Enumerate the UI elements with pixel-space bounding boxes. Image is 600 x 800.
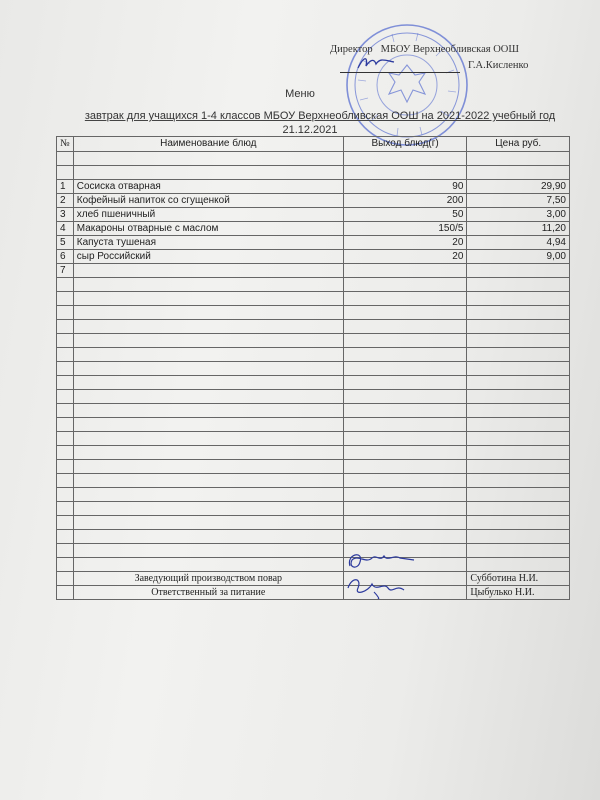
table-row-blank	[57, 404, 570, 418]
table-row	[57, 250, 570, 264]
director-label: Директор	[330, 44, 373, 55]
row-no: 6	[57, 250, 74, 264]
row-output: 200	[343, 194, 467, 208]
table-row-blank	[57, 418, 570, 432]
row-dish-name: Сосиска отварная	[73, 180, 343, 194]
table-row-blank	[57, 544, 570, 558]
row-price: 9,00	[467, 250, 570, 264]
table-row	[57, 236, 570, 250]
row-no: 5	[57, 236, 74, 250]
table-row-blank	[57, 348, 570, 362]
table-row-blank	[57, 334, 570, 348]
header-no: №	[57, 137, 74, 152]
header-output: Выход блюд(г)	[343, 137, 467, 152]
menu-heading: Меню	[285, 88, 315, 100]
menu-date: 21.12.2021	[282, 124, 338, 136]
table-row	[57, 208, 570, 222]
row-dish-name	[73, 264, 343, 278]
nutrition-role: Ответственный за питание	[73, 586, 343, 600]
table-row-blank	[57, 320, 570, 334]
table-row-blank	[57, 362, 570, 376]
row-dish-name: Макароны отварные с маслом	[73, 222, 343, 236]
header-price: Цена руб.	[467, 137, 570, 152]
director-signature	[356, 52, 396, 74]
table-row	[57, 194, 570, 208]
row-no: 2	[57, 194, 74, 208]
chef-name: Субботина Н.И.	[467, 572, 570, 586]
table-row-blank	[57, 502, 570, 516]
row-no: 3	[57, 208, 74, 222]
row-dish-name: Кофейный напиток со сгущенкой	[73, 194, 343, 208]
director-name: Г.А.Кисленко	[468, 60, 529, 71]
row-no: 7	[57, 264, 74, 278]
table-row-blank	[57, 292, 570, 306]
table-row-blank	[57, 376, 570, 390]
table-row-blank	[57, 278, 570, 292]
menu-subtitle: завтрак для учащихся 1-4 классов МБОУ Верхнеобливская ООШ на 2021-2022 учебный год	[84, 110, 556, 122]
table-row-blank	[57, 446, 570, 460]
nutrition-name: Цыбулько Н.И.	[467, 586, 570, 600]
row-output: 20	[343, 250, 467, 264]
table-row-blank	[57, 390, 570, 404]
row-price: 11,20	[467, 222, 570, 236]
table-row-blank	[57, 306, 570, 320]
table-row-blank	[57, 432, 570, 446]
table-row-blank	[57, 474, 570, 488]
row-price: 7,50	[467, 194, 570, 208]
table-header-row	[57, 137, 570, 152]
row-output	[343, 264, 467, 278]
table-row	[57, 222, 570, 236]
blank-rows	[57, 278, 570, 572]
footer-row-chef	[57, 572, 570, 586]
row-price: 3,00	[467, 208, 570, 222]
table-row	[57, 264, 570, 278]
row-output: 50	[343, 208, 467, 222]
row-price: 29,90	[467, 180, 570, 194]
table-row-blank	[57, 488, 570, 502]
school-name: МБОУ Верхнеобливская ООШ	[380, 44, 519, 55]
menu-table	[56, 136, 570, 600]
row-dish-name: хлеб пшеничный	[73, 208, 343, 222]
row-output: 20	[343, 236, 467, 250]
chef-role: Заведующий производством повар	[73, 572, 343, 586]
row-price	[467, 264, 570, 278]
table-row	[57, 180, 570, 194]
row-no: 1	[57, 180, 74, 194]
header-dish-name: Наименование блюд	[73, 137, 343, 152]
row-dish-name: сыр Российский	[73, 250, 343, 264]
table-row-blank	[57, 558, 570, 572]
row-output: 90	[343, 180, 467, 194]
row-price: 4,94	[467, 236, 570, 250]
row-output: 150/5	[343, 222, 467, 236]
table-row-blank	[57, 516, 570, 530]
row-dish-name: Капуста тушеная	[73, 236, 343, 250]
handwritten-signatures	[344, 548, 424, 600]
footer-row-nutrition	[57, 586, 570, 600]
table-row-blank	[57, 460, 570, 474]
table-row-blank	[57, 166, 570, 180]
table-row-blank	[57, 152, 570, 166]
row-no: 4	[57, 222, 74, 236]
table-row-blank	[57, 530, 570, 544]
